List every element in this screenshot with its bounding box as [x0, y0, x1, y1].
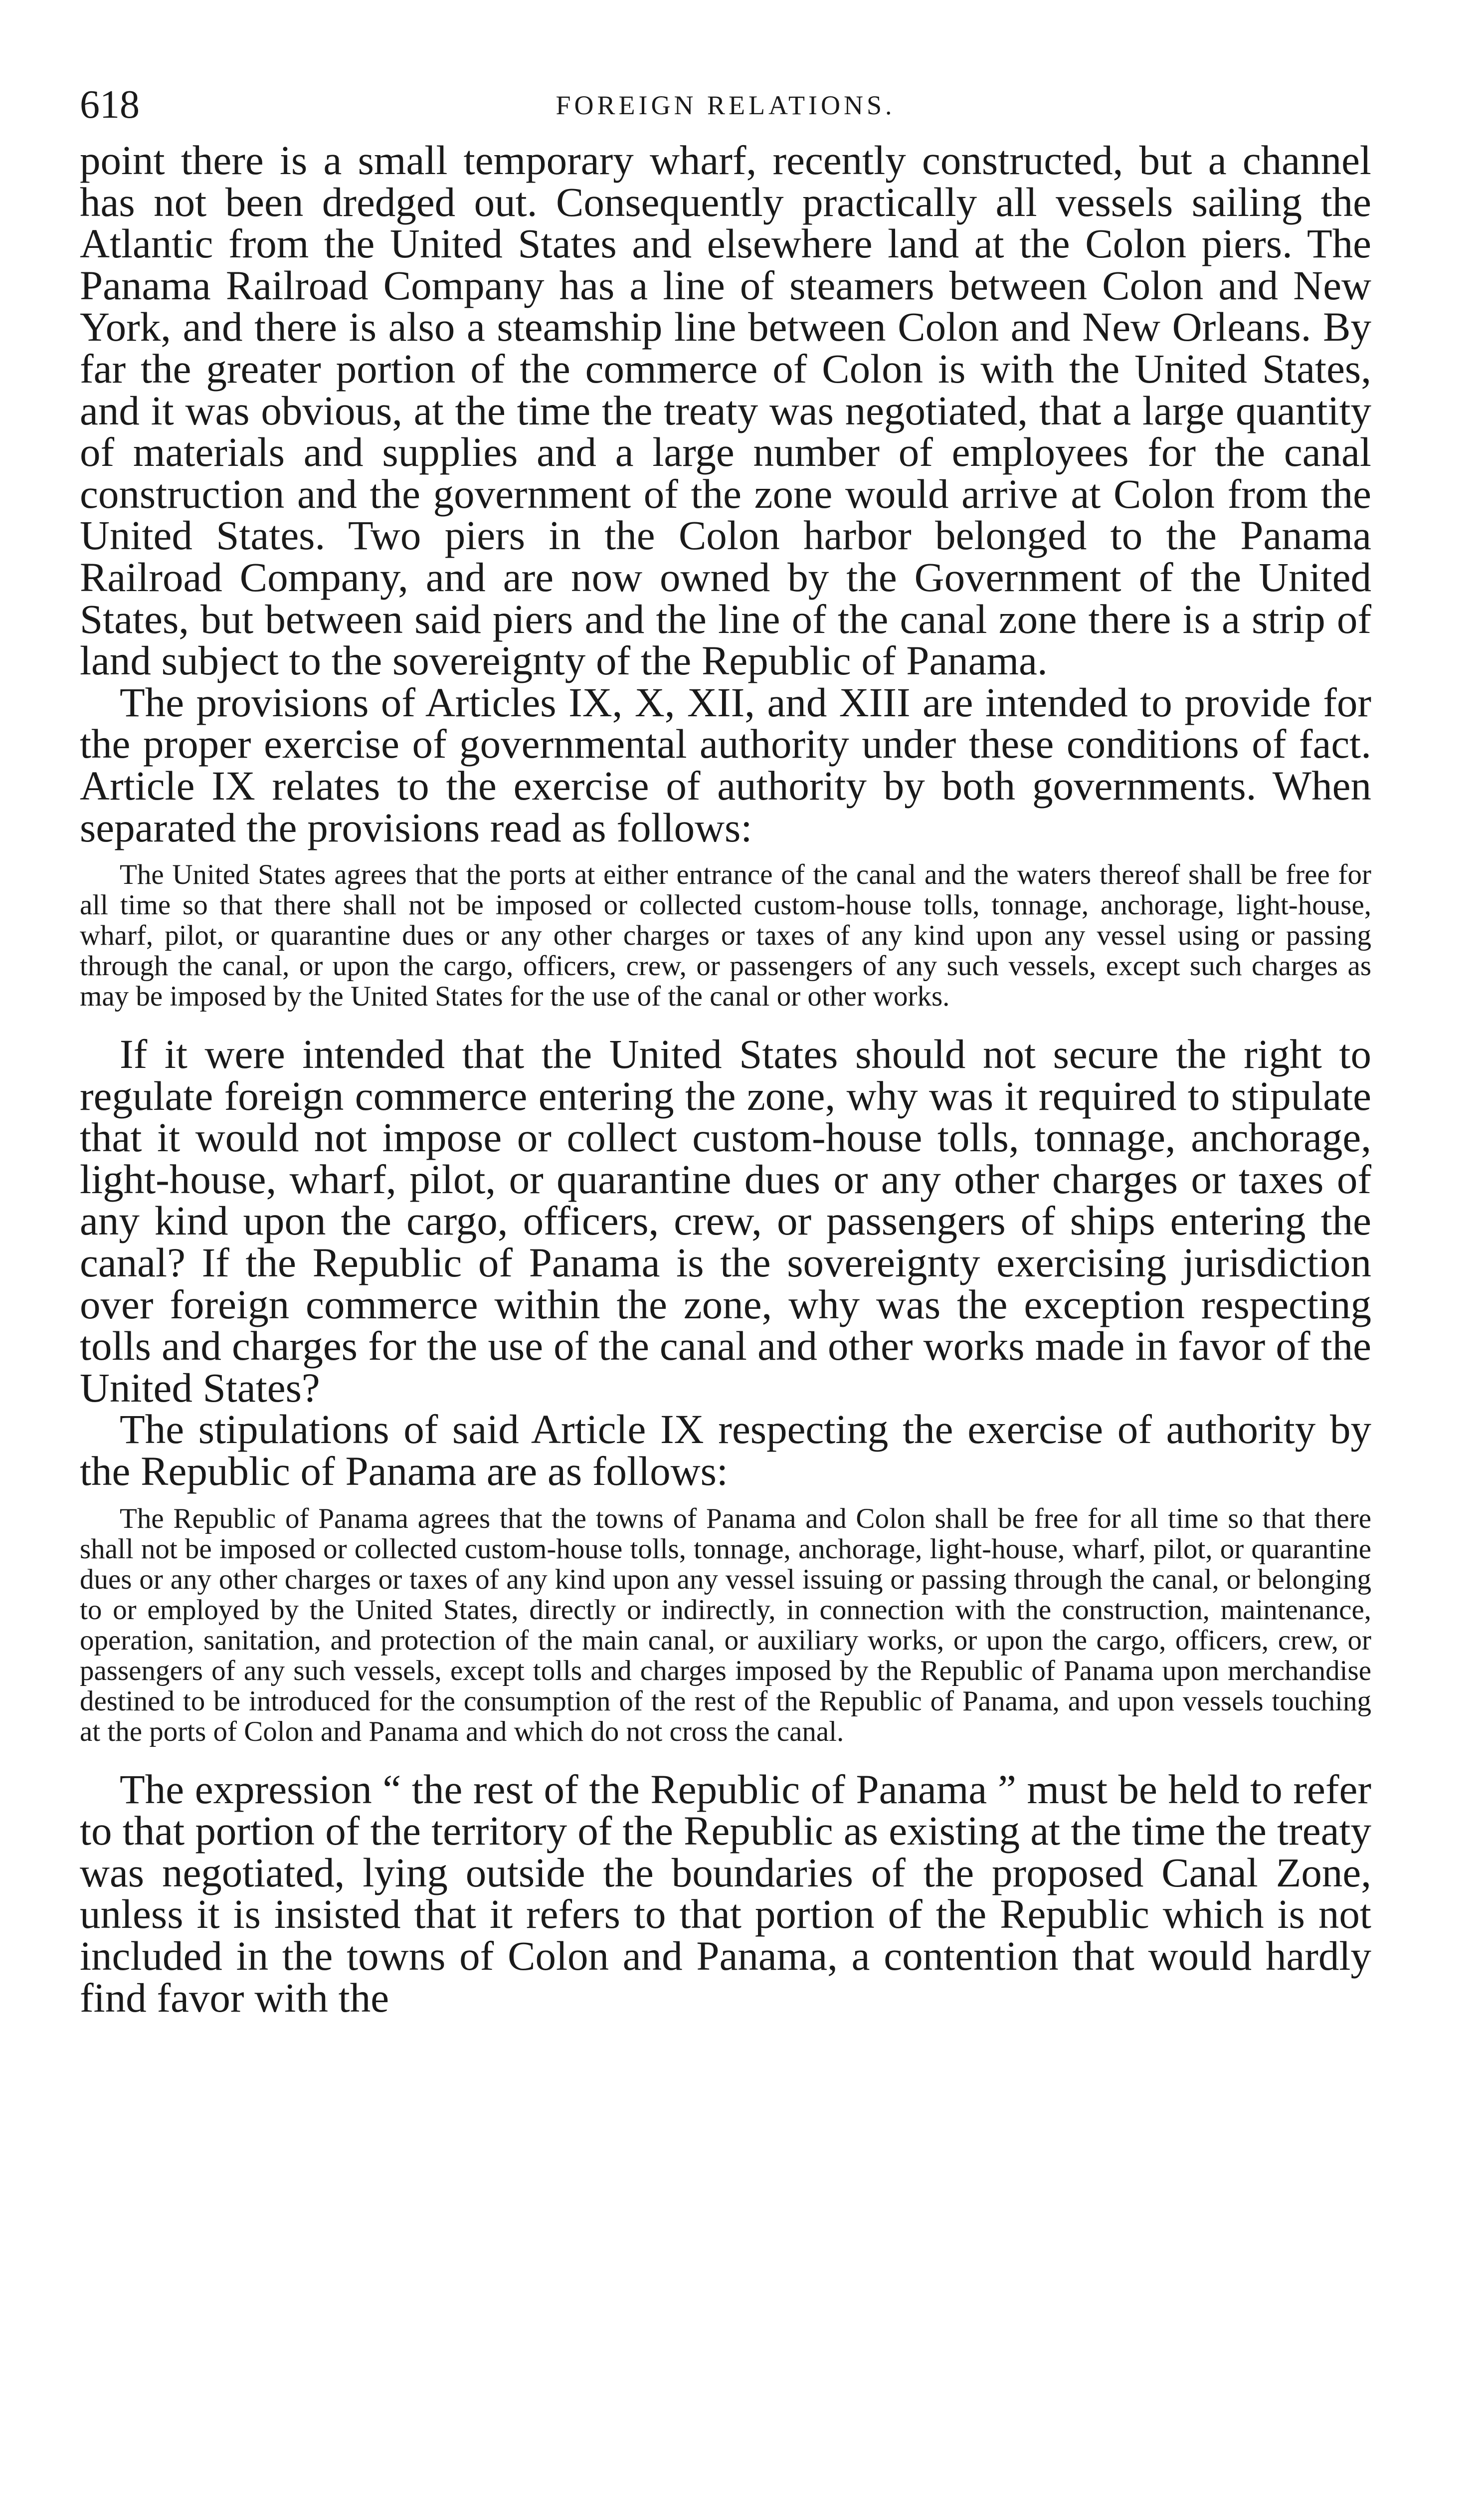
- body-paragraph-colon-harbor: point there is a small temporary wharf, recently constructed, but a channel has not been dredged out. Consequently practically all vessels sailing the Atlantic from the United States and elsewhere land at the Colon piers. The Panama Railroad Company has a line of steamers between Colon and New York, and there is also a steamship line between Colon and New Orleans. By far the greater portion of the commerce of Colon is with the United States, and it was obvious, at the time the treaty was negotiated, that a large quantity of materials and supplies and a large number of employees for the canal construction and the government of the zone would arrive at Colon from the United States. Two piers in the Colon harbor belonged to the Panama Railroad Company, and are now owned by the Government of the United States, but between said piers and the line of the canal zone there is a strip of land subject to the sovereignty of the Republic of Panama.: [80, 137, 1371, 684]
- page-number: 618: [80, 83, 140, 127]
- body-paragraph-foreign-commerce-question: If it were intended that the United States should not secure the right to regulate foreign commerce entering the zone, why was it required to stipulate that it would not impose or collect custom-house tolls, tonnage, anchorage, light-house, wharf, pilot, or quarantine dues or any other charges or taxes of any kind upon the cargo, officers, crew, or passengers of ships entering the canal? If the Republic of Panama is the sovereignty exercising jurisdiction over foreign commerce within the zone, why was the exception respecting tolls and charges for the use of the canal and other works made in favor of the United States?: [80, 1031, 1371, 1411]
- body-paragraph-panama-stipulations-intro: The stipulations of said Article IX respecting the exercise of authority by the Republic of Panama are as follows:: [80, 1406, 1371, 1494]
- quoted-panama-stipulation: The Republic of Panama agrees that the towns of Panama and Colon shall be free for all time so that there shall not be imposed or collected custom-house tolls, tonnage, anchorage, light-house, wharf, pilot, or quarantine dues or any other charges or taxes of any kind upon any vessel issuing or passing through the canal, or belonging to or employed by the United States, directly or indirectly, in connection with the construction, maintenance, operation, sanitation, and protection of the main canal, or auxiliary works, or upon the cargo, officers, crew, or passengers of any such vessels, except tolls and charges imposed by the Republic of Panama upon merchandise destined to be introduced for the consumption of the rest of the Republic of Panama, and upon vessels touching at the ports of Colon and Panama and which do not cross the canal.: [80, 1502, 1371, 1747]
- page-header: [80, 85, 1371, 140]
- quoted-united-states-stipulation: The United States agrees that the ports at either entrance of the canal and the waters thereof shall be free for all time so that there shall not be imposed or collected custom-house tolls, tonnage, anchorage, light-house, wharf, pilot, or quarantine dues or any other charges or taxes of any kind upon any vessel using or passing through the canal, or upon the cargo, officers, crew, or passengers of any such vessels, except such charges as may be imposed by the United States for the use of the canal or other works.: [80, 859, 1371, 1013]
- body-paragraph-rest-of-republic: The expression “ the rest of the Republic of Panama ” must be held to refer to that portion of the territory of the Republic as existing at the time the treaty was negotiated, lying outside the boundaries of the proposed Canal Zone, unless it is insisted that it refers to that portion of the Republic which is not included in the towns of Colon and Panama, a contention that would hardly find favor with the: [80, 1766, 1371, 2021]
- running-title: FOREIGN RELATIONS.: [556, 90, 896, 120]
- body-paragraph-articles-provisions: The provisions of Articles IX, X, XII, and XIII are intended to provide for the proper exercise of governmental authority under these conditions of fact. Article IX relates to the exercise of authority by both governments. When separated the provisions read as follows:: [80, 679, 1371, 850]
- document-page: [80, 85, 1371, 2019]
